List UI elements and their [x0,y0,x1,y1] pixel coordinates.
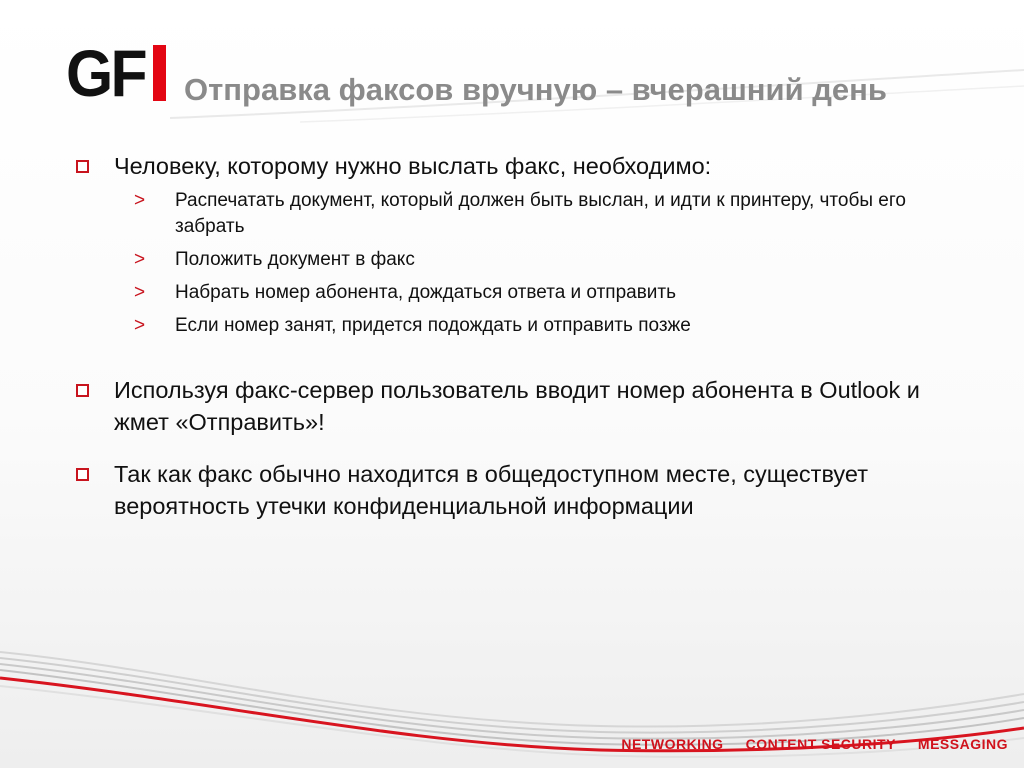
arrow-bullet-icon: > [134,190,146,211]
square-bullet-icon [76,160,89,173]
footer-content-security: CONTENT SECURITY [745,736,896,752]
square-bullet-icon [76,468,89,481]
bullet-2 [74,374,934,438]
bullet-1-text: Человеку, которому нужно выслать факс, необходимо: [114,153,712,179]
bullet-3-text: Так как факс обычно находится в общедоступном месте, существует вероятность утечки конфиденциальной информации [114,461,868,519]
bullet-1 [74,150,974,182]
sub-bullet-3-text: Набрать номер абонента, дождаться ответа и отправить [175,282,677,303]
logo-text: GF [66,36,145,110]
sub-bullet-3 [74,280,955,306]
sub-bullet-4 [74,313,955,339]
sub-bullet-1-text: Распечатать документ, который должен быть выслан, и идти к принтеру, чтобы его забрать [175,190,906,237]
sub-bullet-2 [74,247,955,273]
bullet-3 [74,458,994,522]
bullet-2-text: Используя факс-сервер пользователь вводит номер абонента в Outlook и жмет «Отправить»! [114,377,920,435]
sub-bullet-2-text: Положить документ в факс [175,249,415,270]
slide-title: Отправка факсов вручную – вчерашний день [184,72,887,107]
sub-bullet-1 [74,188,955,240]
arrow-bullet-icon: > [134,315,146,336]
footer-messaging: MESSAGING [917,736,1008,752]
square-bullet-icon [76,384,89,397]
sub-bullet-4-text: Если номер занят, придется подождать и отправить позже [175,315,691,336]
logo-red-bar [153,45,166,101]
footer-networking: NETWORKING [621,736,724,752]
arrow-bullet-icon: > [134,249,146,270]
gfi-logo [66,36,166,110]
arrow-bullet-icon: > [134,282,146,303]
footer-links [621,736,1008,752]
slide-content [74,150,974,522]
